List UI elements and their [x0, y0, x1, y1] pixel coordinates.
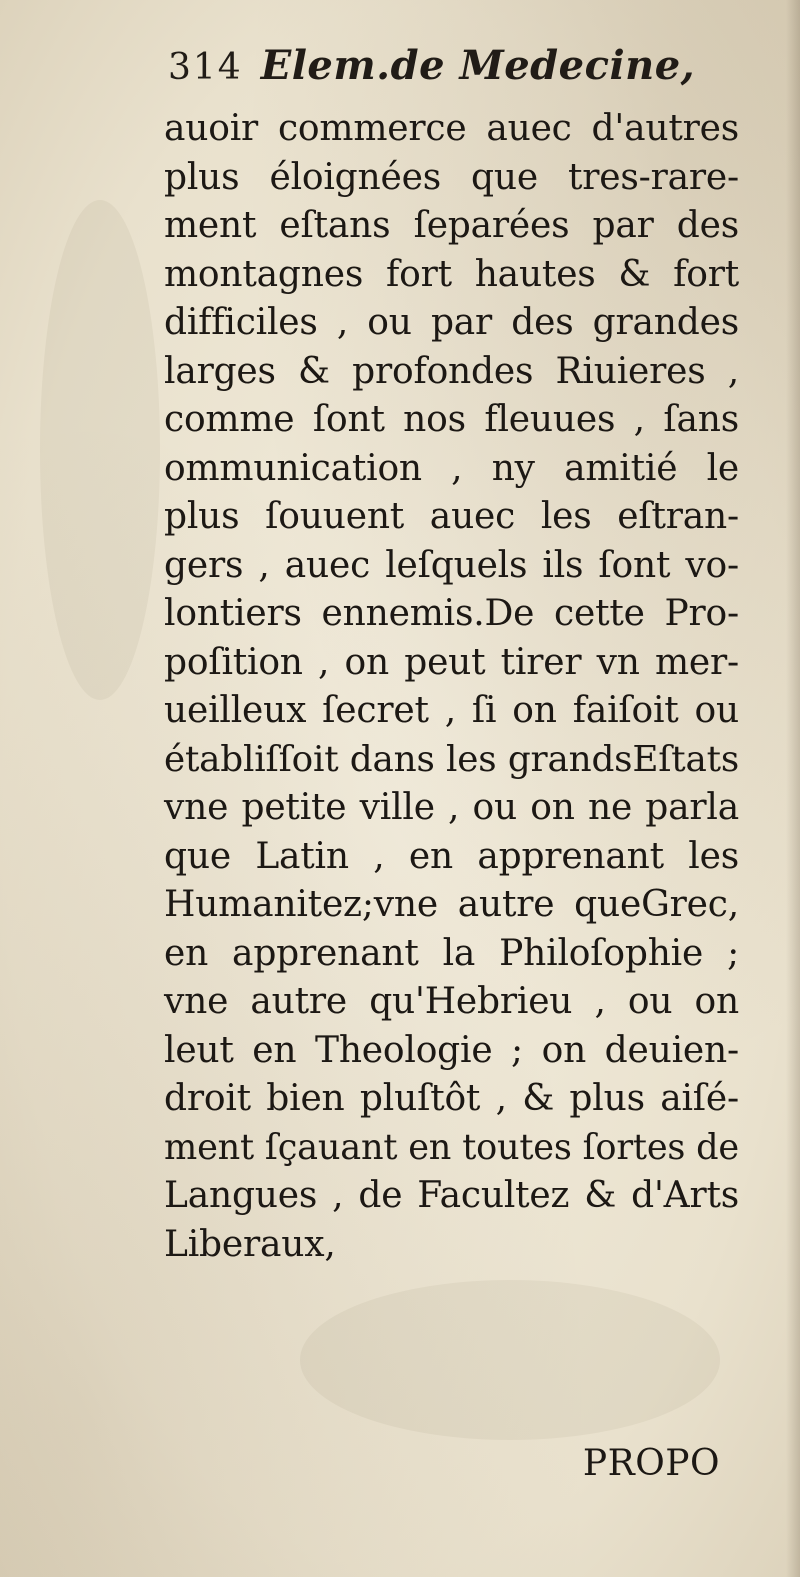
text-line: ment eſtans ſeparées par des — [164, 205, 739, 246]
text-line: lontiers ennemis.De cette Pro- — [164, 593, 739, 634]
text-line: ment ſçauant en toutes ſortes de — [164, 1126, 739, 1168]
text-line: ommunication , ny amitié le — [164, 447, 739, 489]
text-line: comme ſont nos fleuues , ſans — [164, 399, 739, 440]
running-title: Elem.de Medecine, — [260, 42, 696, 89]
text-line: Humanitez;vne autre queGrec, — [164, 884, 739, 925]
text-line: Langues , de Facultez & d'Arts — [164, 1175, 739, 1216]
text-line: leut en Theologie ; on deuien- — [164, 1029, 739, 1071]
page-number: 314 — [168, 47, 243, 88]
text-line: larges & profondes Riuieres , — [164, 350, 739, 392]
page-edge-shadow — [786, 0, 800, 1577]
text-line: montagnes fort hautes & fort — [164, 253, 739, 295]
paper-stain — [40, 200, 160, 700]
catchword: PROPO — [582, 1443, 720, 1484]
text-line: plus ſouuent auec les eſtran- — [164, 496, 739, 537]
body-text — [164, 105, 739, 1269]
text-line: ueilleux ſecret , ſi on faiſoit ou — [164, 690, 739, 731]
text-line: poſition , on peut tirer vn mer- — [164, 641, 739, 683]
text-line: plus éloignées que tres-rare- — [164, 156, 739, 198]
text-line: auoir commerce auec d'autres — [164, 108, 739, 149]
running-head — [168, 42, 728, 102]
bleed-through-stain — [300, 1280, 720, 1440]
text-line: que Latin , en apprenant les — [164, 835, 739, 877]
text-line: gers , auec leſquels ils ſont vo- — [164, 544, 739, 586]
text-line: droit bien pluſtôt , & plus aiſé- — [164, 1078, 739, 1119]
text-line-last: Liberaux, — [164, 1223, 336, 1265]
text-line: vne autre qu'Hebrieu , ou on — [164, 981, 739, 1022]
text-line: en apprenant la Philoſophie ; — [164, 932, 739, 974]
text-line: établiſſoit dans les grandsEſtats — [164, 738, 739, 780]
text-line: vne petite ville , ou on ne parla — [164, 787, 739, 828]
text-line: difficiles , ou par des grandes — [164, 302, 739, 343]
